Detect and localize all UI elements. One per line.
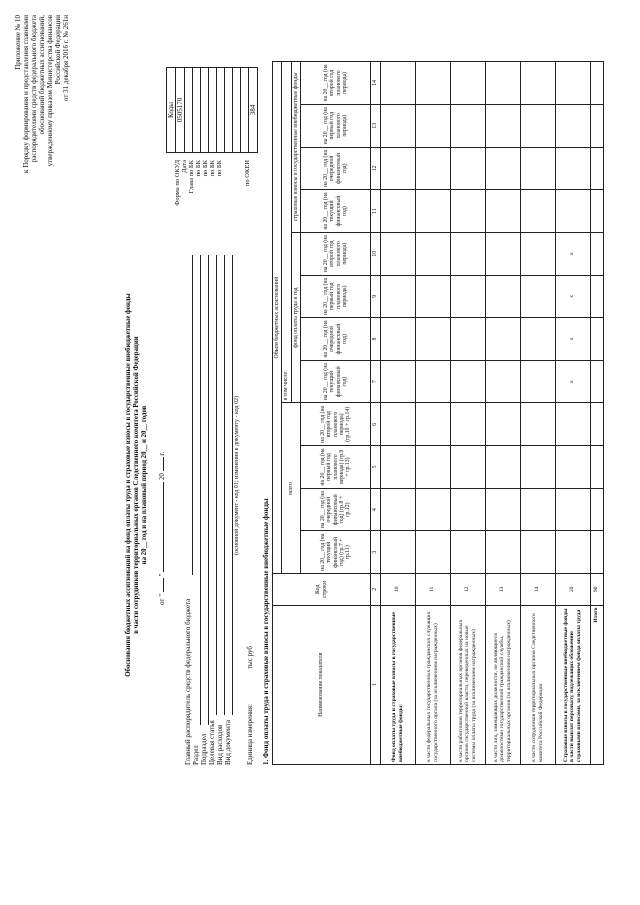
date-line [158,285,166,605]
code-label: по БК [195,160,202,177]
row-indicator-name: в части работников территориальных органов федеральных органов государственной власти, переведенных на новые системы оплаты труда (за исключением награжденных) [450,605,485,764]
value-cell[interactable] [415,403,450,446]
value-cell[interactable] [590,318,603,361]
code-cell [201,68,209,153]
code-label: Дата [181,160,188,173]
value-cell[interactable] [380,318,415,361]
field-subsection: Подраздел [200,733,208,765]
header-including: в том числе: [282,62,291,404]
row-code: 11 [415,574,450,605]
field-expense-type: Вид расходов [216,724,224,765]
header-period: на 20__ год (на очередной финансовый год) [301,318,371,361]
x-mark-cell: x [555,318,590,361]
codes-box [166,67,258,153]
value-cell[interactable] [450,62,485,105]
value-cell[interactable] [520,232,555,275]
appendix-line: от 31 декабря 2016 г. № 261н [62,15,70,102]
value-cell[interactable] [590,446,603,489]
date-year: 20 [158,473,166,481]
value-cell[interactable] [380,531,415,574]
appendix-line: распорядителями средств федерального бюджета [30,15,38,163]
value-cell[interactable] [415,232,450,275]
unit-value: тыс руб [246,646,254,669]
row-indicator-name: Страховые взносы в государственные внебюджетные фонды в части выплат персоналу, подлежащих обложению страховыми взносами, за исключением фонда оплаты труда [555,605,590,764]
value-cell[interactable] [415,104,450,147]
value-cell[interactable] [450,104,485,147]
value-cell[interactable] [450,275,485,318]
row-code: 13 [485,574,520,605]
header-period: на 20__ год (на текущий финансовый год) [301,190,371,233]
value-cell[interactable] [590,147,603,190]
code-cell [185,68,193,153]
value-cell[interactable] [555,446,590,489]
date-mid: " [158,573,166,577]
code-cell [209,68,217,153]
table-row [590,62,603,765]
value-cell[interactable] [415,488,450,531]
value-cell[interactable] [415,318,450,361]
value-cell[interactable] [520,403,555,446]
title-line-2: в части сотрудников территориальных органов Следственного комитета Российской Федерации [133,336,140,634]
column-number: 8 [371,318,380,361]
value-cell[interactable] [380,275,415,318]
value-cell[interactable] [590,190,603,233]
value-cell[interactable] [450,403,485,446]
value-cell[interactable] [485,147,520,190]
row-code: 20 [555,574,590,605]
value-cell[interactable] [555,488,590,531]
appendix-line: к Порядку формирования и представления главными [22,15,30,173]
code-cell [241,68,249,153]
field-main-manager: Главный распорядитель средств федерального бюджета [184,598,192,765]
x-mark-cell: x [555,275,590,318]
row-indicator-name: в части сотрудников территориальных органов Следственного комитета Российской Федерации [520,605,555,764]
row-indicator-name: Итого [590,605,603,764]
value-cell[interactable] [450,360,485,403]
row-indicator-name: Фонд оплаты труда и страховые взносы в государственные внебюджетные фонды: [380,605,415,764]
title-line-3: на 20__ год и на плановый период 20__ и 20__ годов [141,405,148,565]
table-row [415,62,450,765]
code-label: по БК [209,160,216,177]
value-cell[interactable] [590,62,603,105]
header-indicator-name: Наименование показателя [273,605,371,764]
document-type-note: (основной документ - код 01; изменения к документу - код 02) [234,396,240,555]
header-period: на 20__ год (на очередной финансовый год) [301,147,371,190]
code-label: по БК [216,160,223,177]
column-number: 4 [371,488,380,531]
header-payroll: фонд оплаты труда в год [291,232,300,403]
value-cell[interactable] [380,147,415,190]
appendix-line: утвержденному приказом Министерства финансов [46,15,54,167]
value-cell[interactable] [555,147,590,190]
value-cell[interactable] [450,318,485,361]
field-section: Раздел [192,745,200,765]
value-cell[interactable] [415,446,450,489]
value-cell[interactable] [415,360,450,403]
table-row [450,62,485,765]
date-suffix: г. [158,451,166,456]
value-cell[interactable] [520,446,555,489]
row-code: 12 [450,574,485,605]
okei-code: 384 [249,68,258,153]
value-cell[interactable] [415,62,450,105]
value-cell[interactable] [380,104,415,147]
header-period: на 20__ год (на второй год планового периода) [301,232,371,275]
header-insurance: страховые взносы в государственные внебюджетные фонды [291,62,300,233]
value-cell[interactable] [485,190,520,233]
value-cell[interactable] [485,275,520,318]
date-prefix: от " [158,593,166,605]
code-cell [217,68,225,153]
value-cell[interactable] [380,62,415,105]
value-cell[interactable] [590,488,603,531]
value-cell[interactable] [450,147,485,190]
value-cell[interactable] [520,190,555,233]
column-number: 10 [371,232,380,275]
value-cell[interactable] [380,403,415,446]
value-cell[interactable] [555,403,590,446]
header-period: на 20__ год (на второй год планового периода) [301,62,371,105]
value-cell[interactable] [380,446,415,489]
value-cell[interactable] [520,360,555,403]
code-label: Глава по БК [188,160,195,194]
value-cell[interactable] [415,190,450,233]
column-number: 3 [371,531,380,574]
code-cell [193,68,201,153]
row-indicator-name: в части лиц, замещающих должности, не являющиеся должностями государственной гражданской службы, территориальных органов (за исключением награжденных) [485,605,520,764]
column-number: 6 [371,403,380,446]
value-cell[interactable] [415,147,450,190]
code-cell [225,68,233,153]
table-row [380,62,415,765]
x-mark-cell: x [555,360,590,403]
field-target-article: Целевая статья [208,720,216,765]
header-period: на 20__ год (на первый год планового периода) [301,275,371,318]
section-title: 1. Фонд оплаты труда и страховые взносы в государственные внебюджетные фонды [262,498,270,765]
value-cell[interactable] [380,488,415,531]
value-cell[interactable] [485,104,520,147]
value-cell[interactable] [520,104,555,147]
value-cell[interactable] [485,446,520,489]
value-cell[interactable] [485,531,520,574]
value-cell[interactable] [380,232,415,275]
column-number: 9 [371,275,380,318]
okud-code: 0505170 [176,68,185,153]
row-code: 14 [520,574,555,605]
column-number: 5 [371,446,380,489]
value-cell[interactable] [590,531,603,574]
row-code: 10 [380,574,415,605]
value-cell[interactable] [520,531,555,574]
header-period: на 20__ год (на текущий финансовый год) (гр.7 + гр.11) [301,531,371,574]
value-cell[interactable] [520,275,555,318]
column-number: 1 [371,605,380,764]
value-cell[interactable] [380,360,415,403]
code-label: по БК [202,160,209,177]
header-row-code: Код строки [273,574,371,605]
value-cell[interactable] [590,360,603,403]
value-cell[interactable] [450,531,485,574]
appendix-line: обоснований бюджетных ассигнований, [38,15,46,135]
code-cell [233,68,241,153]
value-cell[interactable] [555,531,590,574]
column-number: 14 [371,62,380,105]
code-label: Форма по ОКУД [174,160,181,206]
value-cell[interactable] [520,488,555,531]
header-period: на 20__ год (на очередной финансовый год) (гр.8 + гр.12) [301,488,371,531]
table-row [520,62,555,765]
field-document-type: Вид документа [224,719,232,765]
codes-header: Коды [167,68,176,153]
appendix-block [14,15,70,255]
value-cell[interactable] [590,104,603,147]
header-period: на 20__ год (на первый год планового периода) (гр.9 + гр.13) [301,446,371,489]
okei-label: по ОКЕИ [244,160,251,187]
unit-label: Единица измерения: [246,704,254,765]
appendix-line: Российской Федерации [54,15,62,85]
value-cell[interactable] [520,318,555,361]
table-row [555,62,590,765]
value-cell[interactable] [555,190,590,233]
value-cell[interactable] [485,403,520,446]
value-cell[interactable] [590,232,603,275]
column-number: 11 [371,190,380,233]
value-cell[interactable] [450,232,485,275]
row-indicator-name: в части федеральных государственных гражданских служащих государственного органа (за исключением награжденных) [415,605,450,764]
column-number: 2 [371,574,380,605]
column-number: 7 [371,360,380,403]
column-number: 12 [371,147,380,190]
table-row [485,62,520,765]
column-number: 13 [371,104,380,147]
value-cell[interactable] [520,147,555,190]
value-cell[interactable] [485,360,520,403]
value-cell[interactable] [380,190,415,233]
value-cell[interactable] [555,104,590,147]
value-cell[interactable] [590,403,603,446]
x-mark-cell: x [555,232,590,275]
header-total: всего [282,403,301,574]
table-body [380,62,603,765]
value-cell[interactable] [485,318,520,361]
header-period: на 20__ год (на текущий финансовый год) [301,360,371,403]
header-period: на 20__ год (на второй год планового периода) (гр.10 + гр.14) [301,403,371,446]
value-cell[interactable] [590,275,603,318]
value-cell[interactable] [485,232,520,275]
column-numbers-row [371,62,380,765]
title-line-1: Обоснования бюджетных ассигнований на фонд оплаты труда и страховые взносы в государственные внебюджетные фонды [125,293,132,677]
value-cell[interactable] [415,275,450,318]
appendix-line: Приложение № 10 [14,15,22,70]
value-cell[interactable] [415,531,450,574]
row-code: 90 [590,574,603,605]
value-cell[interactable] [520,62,555,105]
value-cell[interactable] [450,446,485,489]
value-cell[interactable] [485,488,520,531]
value-cell[interactable] [450,190,485,233]
header-budget-volume: Объем бюджетных ассигнований [273,62,282,574]
value-cell[interactable] [450,488,485,531]
value-cell[interactable] [555,62,590,105]
value-cell[interactable] [485,62,520,105]
header-period: на 20__ год (на первый год планового периода) [301,104,371,147]
document-title [125,185,149,785]
budget-table [272,61,604,765]
